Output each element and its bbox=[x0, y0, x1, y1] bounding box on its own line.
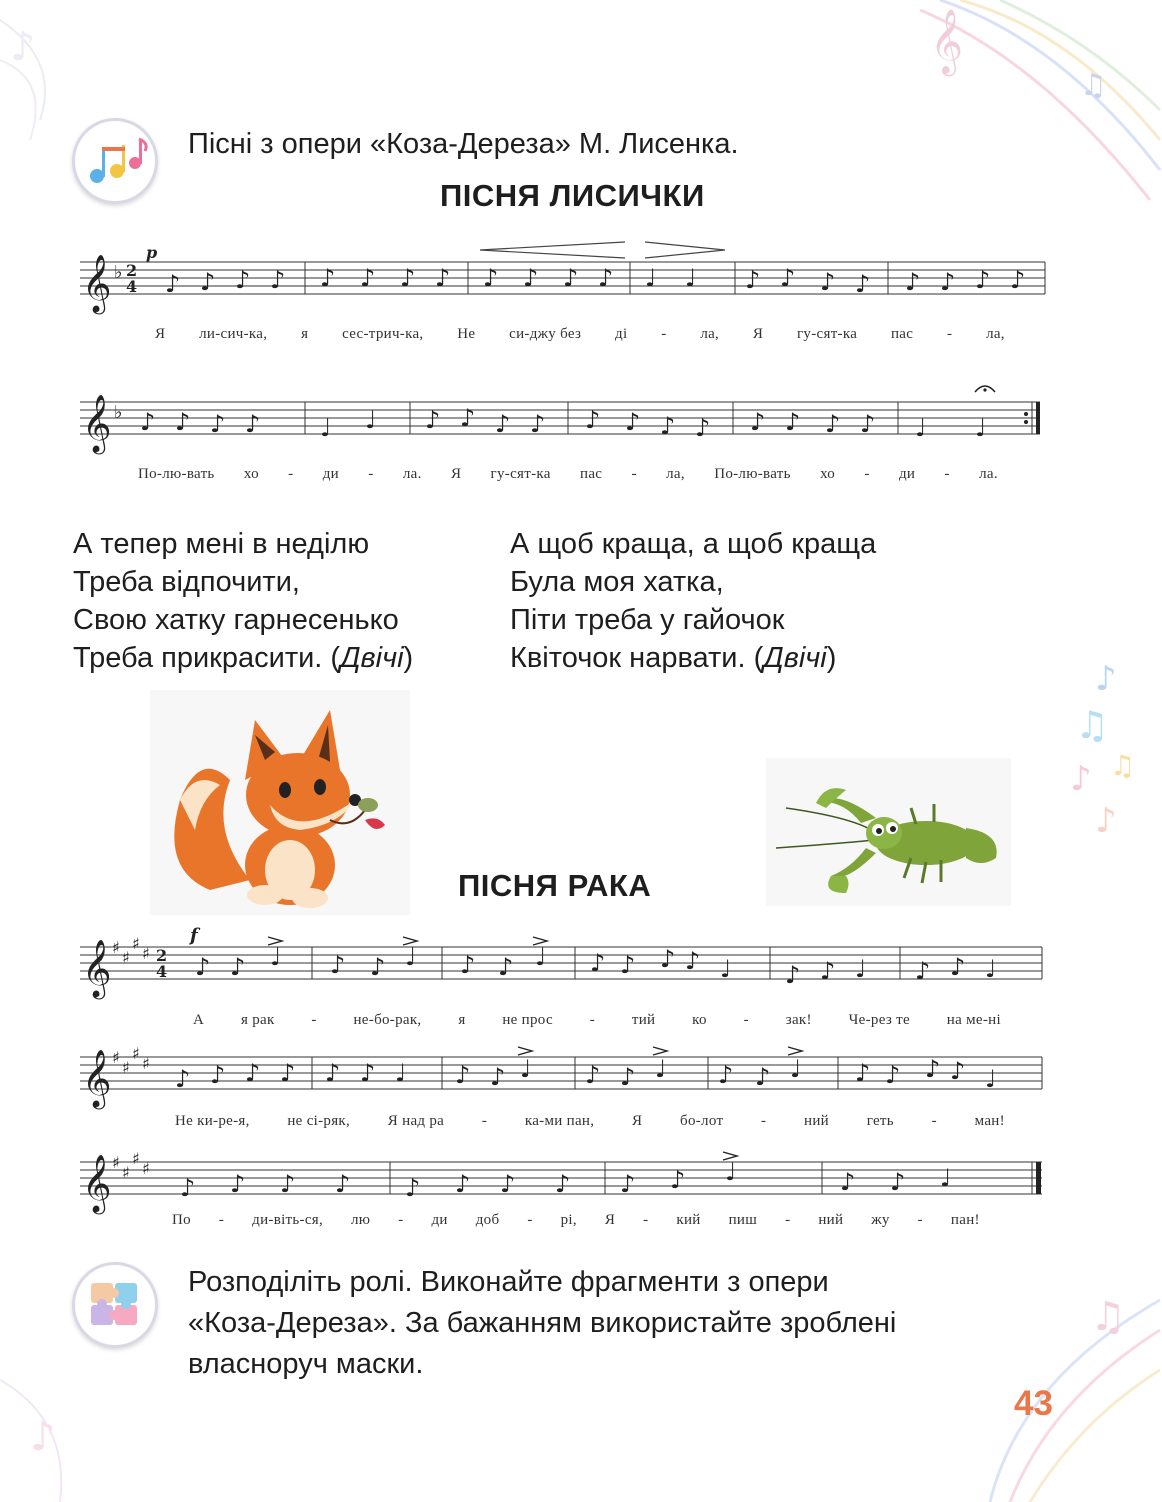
svg-text:♩: ♩ bbox=[720, 955, 732, 983]
svg-text:4: 4 bbox=[126, 277, 138, 296]
puzzle-icon bbox=[72, 1262, 158, 1348]
svg-text:♯: ♯ bbox=[112, 1153, 120, 1172]
svg-text:♪: ♪ bbox=[785, 408, 801, 436]
right-floating-notes bbox=[1070, 659, 1135, 841]
crayfish-lyrics-line-2: Не ки-ре-я, не сі-ряк, Я над ра - ка-ми пан, Я бо-лот - ний геть - ман! bbox=[175, 1113, 1005, 1129]
treble-clef-icon: 𝄞 bbox=[82, 1154, 112, 1212]
svg-text:𝄞: 𝄞 bbox=[930, 9, 964, 74]
svg-text:♩: ♩ bbox=[790, 1055, 802, 1083]
svg-text:♪: ♪ bbox=[598, 264, 614, 292]
crayfish-lyrics-line-1: А я рак - не-бо-рак, я не прос - тий ко - зак! Че-рез те на ме-ні bbox=[193, 1012, 1001, 1028]
svg-text:♪: ♪ bbox=[718, 1061, 734, 1089]
svg-text:♪: ♪ bbox=[460, 404, 476, 432]
svg-text:♪: ♪ bbox=[590, 949, 606, 977]
svg-text:♪: ♪ bbox=[685, 947, 701, 975]
svg-text:♪: ♪ bbox=[523, 264, 539, 292]
fox-song-staff-2 bbox=[80, 380, 1045, 460]
svg-text:♭: ♭ bbox=[114, 402, 123, 423]
fox-song-staff-1 bbox=[80, 240, 1045, 320]
treble-clef-icon: 𝄞 bbox=[82, 394, 112, 452]
svg-text:♪: ♪ bbox=[325, 1059, 341, 1087]
svg-text:♪: ♪ bbox=[360, 264, 376, 292]
svg-text:♪: ♪ bbox=[905, 268, 921, 296]
verse-left: А тепер мені в неділю Треба відпочити, Свою хатку гарнесенько Треба прикрасити. (Двічі) bbox=[73, 528, 414, 674]
svg-text:♩: ♩ bbox=[915, 414, 927, 442]
svg-text:♩: ♩ bbox=[985, 1065, 997, 1093]
svg-text:♪: ♪ bbox=[660, 945, 676, 973]
svg-text:♪: ♪ bbox=[180, 1174, 196, 1202]
svg-text:♪: ♪ bbox=[230, 1170, 246, 1198]
svg-text:f: f bbox=[190, 925, 198, 946]
song-title-fox: ПІСНЯ ЛИСИЧКИ bbox=[440, 178, 705, 213]
svg-text:♪: ♪ bbox=[500, 1170, 516, 1198]
top-right-music-decoration bbox=[920, 0, 1160, 200]
svg-text:2: 2 bbox=[126, 261, 138, 280]
svg-text:♪: ♪ bbox=[750, 408, 766, 436]
svg-text:♪: ♪ bbox=[165, 270, 181, 298]
svg-text:♪: ♪ bbox=[195, 953, 211, 981]
svg-text:♪: ♪ bbox=[210, 1061, 226, 1089]
svg-text:2: 2 bbox=[156, 946, 168, 965]
svg-text:♪: ♪ bbox=[498, 953, 514, 981]
svg-text:♩: ♩ bbox=[655, 1055, 667, 1083]
svg-text:♪: ♪ bbox=[555, 1170, 571, 1198]
svg-text:♪: ♪ bbox=[1070, 759, 1092, 799]
svg-text:♪: ♪ bbox=[140, 408, 156, 436]
svg-text:♯: ♯ bbox=[132, 1044, 140, 1063]
page-number: 43 bbox=[1014, 1384, 1053, 1423]
svg-text:♪: ♪ bbox=[670, 1166, 686, 1194]
crayfish-lyrics-line-3: По - ди-віть-ся, лю - ди доб - рі, Я - кий пиш - ний жу - пан! bbox=[172, 1212, 980, 1228]
svg-text:♫: ♫ bbox=[1075, 703, 1110, 747]
crayfish-song-staff-2 bbox=[80, 1035, 1042, 1115]
svg-text:♪: ♪ bbox=[780, 264, 796, 292]
svg-text:♪: ♪ bbox=[30, 1414, 56, 1460]
svg-text:♪: ♪ bbox=[235, 266, 251, 294]
svg-text:♪: ♪ bbox=[585, 1061, 601, 1089]
svg-text:p: p bbox=[146, 243, 158, 262]
svg-text:♪: ♪ bbox=[585, 406, 601, 434]
svg-text:♪: ♪ bbox=[330, 951, 346, 979]
bottom-left-music-decoration bbox=[0, 1380, 61, 1502]
svg-text:♪: ♪ bbox=[1010, 266, 1026, 294]
svg-text:♩: ♩ bbox=[975, 414, 987, 442]
svg-text:♪: ♪ bbox=[840, 1168, 856, 1196]
svg-text:♪: ♪ bbox=[950, 953, 966, 981]
svg-text:♪: ♪ bbox=[400, 264, 416, 292]
svg-text:♪: ♪ bbox=[280, 1170, 296, 1198]
svg-text:♪: ♪ bbox=[245, 410, 261, 438]
svg-text:♪: ♪ bbox=[925, 1055, 941, 1083]
svg-text:♩: ♩ bbox=[395, 1059, 407, 1087]
crayfish-song-staff-3 bbox=[80, 1140, 1042, 1220]
svg-text:♪: ♪ bbox=[855, 1059, 871, 1087]
crayfish-song-staff-1 bbox=[80, 925, 1042, 1005]
svg-text:♪: ♪ bbox=[820, 268, 836, 296]
svg-text:♩: ♩ bbox=[725, 1158, 737, 1186]
svg-text:♪: ♪ bbox=[885, 1061, 901, 1089]
svg-text:♯: ♯ bbox=[132, 934, 140, 953]
svg-text:♪: ♪ bbox=[175, 408, 191, 436]
svg-text:♩: ♩ bbox=[685, 264, 697, 292]
svg-text:♪: ♪ bbox=[455, 1170, 471, 1198]
svg-text:♪: ♪ bbox=[1095, 801, 1117, 841]
svg-text:♪: ♪ bbox=[335, 1170, 351, 1198]
svg-text:♪: ♪ bbox=[425, 406, 441, 434]
svg-text:♪: ♪ bbox=[695, 414, 711, 442]
svg-text:♪: ♪ bbox=[210, 410, 226, 438]
svg-text:♪: ♪ bbox=[620, 1063, 636, 1091]
fox-illustration bbox=[150, 690, 410, 915]
svg-text:♩: ♩ bbox=[985, 955, 997, 983]
svg-text:♪: ♪ bbox=[435, 264, 451, 292]
top-left-music-decoration bbox=[0, 20, 45, 140]
svg-text:♩: ♩ bbox=[320, 414, 332, 442]
svg-text:♪: ♪ bbox=[10, 24, 36, 70]
song-title-crayfish: ПІСНЯ РАКА bbox=[458, 868, 652, 903]
svg-text:♪: ♪ bbox=[855, 270, 871, 298]
treble-clef-icon: 𝄞 bbox=[82, 1049, 112, 1107]
treble-clef-icon: 𝄞 bbox=[82, 939, 112, 997]
svg-text:♯: ♯ bbox=[112, 1048, 120, 1067]
svg-text:♪: ♪ bbox=[940, 268, 956, 296]
svg-text:♪: ♪ bbox=[490, 1063, 506, 1091]
intro-text: Пісні з опери «Коза-Дереза» М. Лисенка. bbox=[188, 128, 739, 160]
svg-text:♪: ♪ bbox=[890, 1168, 906, 1196]
svg-text:♩: ♩ bbox=[855, 955, 867, 983]
verse-right: А щоб краща, а щоб краща Була моя хатка, Піти треба у гайочок Квіточок нарвати. (Двічі) bbox=[510, 528, 877, 674]
treble-clef-icon: 𝄞 bbox=[82, 254, 112, 312]
crescendo-hairpin bbox=[480, 242, 625, 258]
music-notes-icon bbox=[72, 118, 158, 204]
svg-text:♪: ♪ bbox=[405, 1174, 421, 1202]
svg-text:♪: ♪ bbox=[950, 1057, 966, 1085]
svg-text:♪: ♪ bbox=[620, 951, 636, 979]
svg-text:♫: ♫ bbox=[1080, 68, 1107, 103]
svg-text:♪: ♪ bbox=[975, 266, 991, 294]
svg-text:♪: ♪ bbox=[320, 264, 336, 292]
svg-text:♯: ♯ bbox=[122, 948, 130, 967]
svg-text:♪: ♪ bbox=[483, 264, 499, 292]
svg-text:♫: ♫ bbox=[1090, 1294, 1126, 1340]
svg-text:♪: ♪ bbox=[755, 1063, 771, 1091]
svg-text:♪: ♪ bbox=[563, 264, 579, 292]
fox-lyrics-line-2: По-лю-вать хо - ди - ла. Я гу-сят-ка пас - ла, По-лю-вать хо - ди - ла. bbox=[138, 466, 998, 482]
svg-text:♩: ♩ bbox=[535, 943, 547, 971]
svg-text:♯: ♯ bbox=[122, 1163, 130, 1182]
svg-text:♪: ♪ bbox=[270, 266, 286, 294]
svg-text:♩: ♩ bbox=[940, 1164, 952, 1192]
svg-text:♩: ♩ bbox=[365, 406, 377, 434]
svg-text:♪: ♪ bbox=[620, 1170, 636, 1198]
svg-text:♪: ♪ bbox=[455, 1061, 471, 1089]
svg-text:♫: ♫ bbox=[1110, 749, 1136, 782]
svg-text:♯: ♯ bbox=[142, 944, 150, 963]
svg-text:♪: ♪ bbox=[625, 408, 641, 436]
svg-text:♪: ♪ bbox=[200, 268, 216, 296]
svg-text:4: 4 bbox=[156, 962, 168, 981]
svg-text:♪: ♪ bbox=[495, 410, 511, 438]
svg-text:♪: ♪ bbox=[785, 961, 801, 989]
svg-text:♯: ♯ bbox=[142, 1054, 150, 1073]
svg-text:♪: ♪ bbox=[860, 410, 876, 438]
svg-text:♩: ♩ bbox=[645, 264, 657, 292]
svg-text:♪: ♪ bbox=[745, 266, 761, 294]
svg-text:♪: ♪ bbox=[530, 410, 546, 438]
svg-text:♪: ♪ bbox=[360, 1059, 376, 1087]
task-text: Розподіліть ролі. Виконайте фрагменти з опери «Коза-Дереза». За бажанням використайте зроблені власноруч маски. bbox=[188, 1266, 897, 1380]
svg-text:♯: ♯ bbox=[122, 1058, 130, 1077]
svg-text:♪: ♪ bbox=[245, 1059, 261, 1087]
svg-text:♪: ♪ bbox=[660, 412, 676, 440]
svg-text:♪: ♪ bbox=[915, 957, 931, 985]
svg-text:♩: ♩ bbox=[405, 943, 417, 971]
decrescendo-hairpin bbox=[645, 242, 725, 258]
svg-text:♪: ♪ bbox=[825, 410, 841, 438]
svg-text:♯: ♯ bbox=[142, 1159, 150, 1178]
fox-lyrics-line-1: Я ли-сич-ка, я сес-трич-ка, Не си-джу без ді - ла, Я гу-сят-ка пас - ла, bbox=[155, 326, 1005, 342]
svg-text:♪: ♪ bbox=[230, 953, 246, 981]
svg-text:♪: ♪ bbox=[175, 1065, 191, 1093]
svg-text:♭: ♭ bbox=[114, 262, 123, 283]
svg-text:♪: ♪ bbox=[1095, 659, 1117, 699]
svg-text:♩: ♩ bbox=[270, 943, 282, 971]
svg-text:♪: ♪ bbox=[460, 951, 476, 979]
svg-text:♩: ♩ bbox=[520, 1055, 532, 1083]
svg-text:♯: ♯ bbox=[132, 1149, 140, 1168]
svg-text:♪: ♪ bbox=[280, 1059, 296, 1087]
svg-text:♪: ♪ bbox=[370, 953, 386, 981]
svg-text:♪: ♪ bbox=[820, 957, 836, 985]
crayfish-illustration bbox=[766, 758, 1011, 906]
svg-text:♯: ♯ bbox=[112, 938, 120, 957]
